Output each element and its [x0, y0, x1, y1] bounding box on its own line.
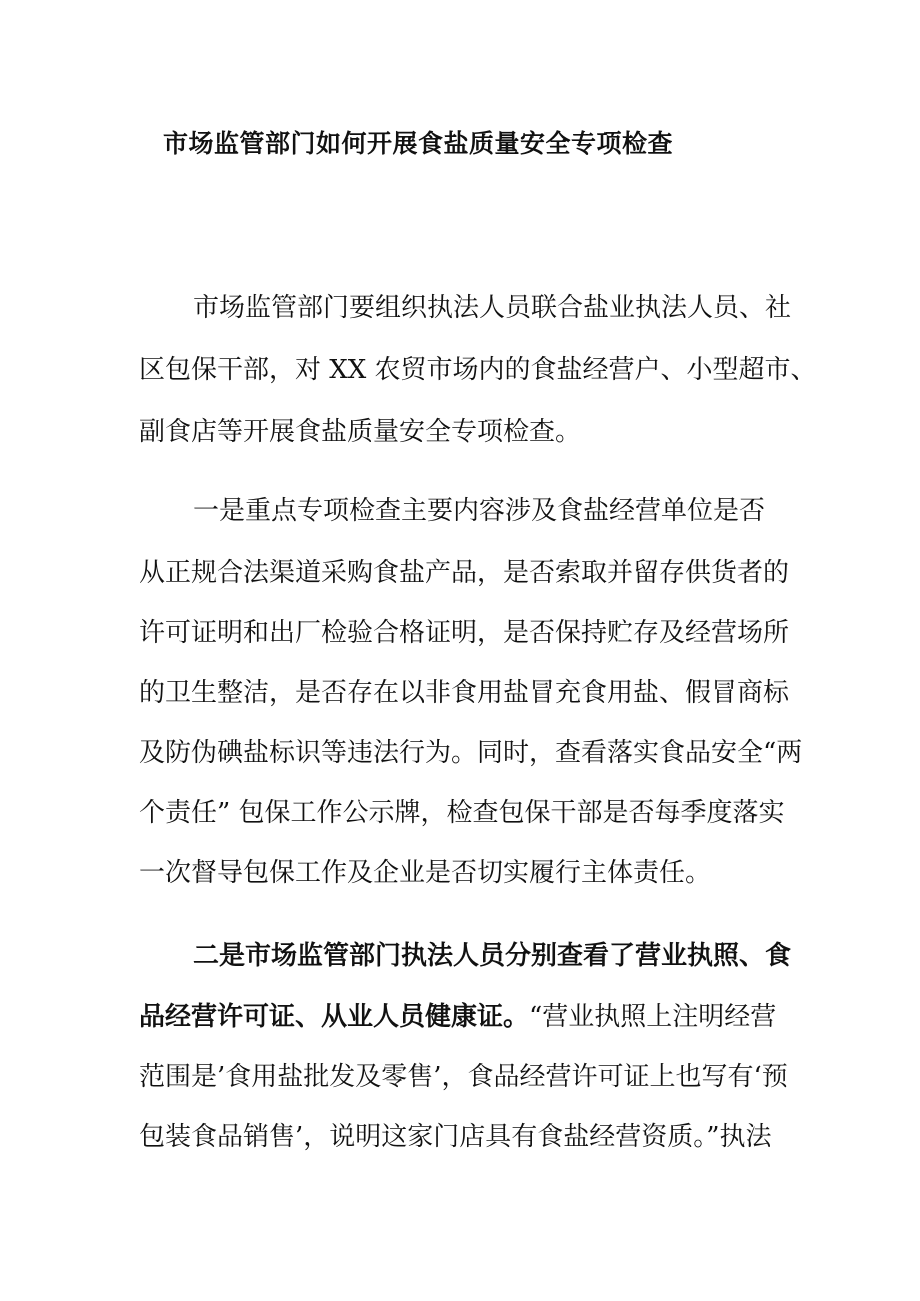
paragraph-3-line-2 — [139, 997, 819, 1037]
paragraph-3-line-2-quote-start: “营业执照上注明经营 — [529, 1002, 777, 1032]
paragraph-1-line-3: 副食店等开展食盐质量安全专项检查。 — [139, 417, 582, 447]
paragraph-3-line-1: 二是市场监管部门执法人员分别查看了营业执照、食 — [193, 941, 792, 971]
paragraph-1-line-2: 区包保干部，对 XX 农贸市场内的食盐经营户、小型超市、 — [139, 355, 817, 385]
paragraph-2-line-4: 的卫生整洁，是否存在以非食用盐冒充食用盐、假冒商标 — [139, 678, 790, 708]
paragraph-3-line-3: 范围是’食用盐批发及零售’，食品经营许可证上也写有‘预 — [139, 1062, 788, 1092]
document-title: 市场监管部门如何开展食盐质量安全专项检查 — [163, 129, 674, 158]
paragraph-3-line-4: 包装食品销售’，说明这家门店具有食盐经营资质。”执法 — [139, 1122, 772, 1152]
paragraph-2-line-6: 个责任” 包保工作公示牌，检查包保干部是否每季度落实 — [139, 798, 785, 828]
paragraph-3-line-2-bold-part: 品经营许可证、从业人员健康证。 — [139, 1002, 530, 1032]
paragraph-2-line-3: 许可证明和出厂检验合格证明，是否保持贮存及经营场所 — [139, 618, 790, 648]
paragraph-2-line-5: 及防伪碘盐标识等违法行为。同时，查看落实食品安全“两 — [139, 738, 803, 768]
paragraph-1-line-1: 市场监管部门要组织执法人员联合盐业执法人员、社 — [193, 293, 792, 323]
paragraph-2-line-7: 一次督导包保工作及企业是否切实履行主体责任。 — [139, 858, 712, 888]
paragraph-2-line-1: 一是重点专项检查主要内容涉及食盐经营单位是否 — [193, 496, 766, 526]
paragraph-2-line-2: 从正规合法渠道采购食盐产品，是否索取并留存供货者的 — [139, 558, 790, 588]
